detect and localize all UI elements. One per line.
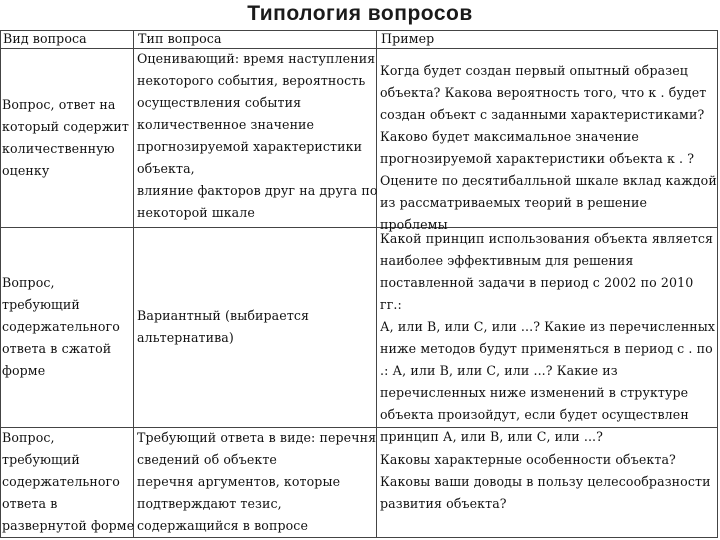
- header-type: Тип вопроса: [138, 31, 222, 46]
- row1-type: Оценивающий: время наступления некоторого события, вероятность осуществления события количественное значение прогнозируемой характеристики объекта, влияние факторов друг на друга по некоторой шкале: [137, 51, 378, 220]
- row3-type: Требующий ответа в виде: перечня сведений об объекте перечня аргументов, которые подтверждают тезис, содержащийся в вопросе: [137, 430, 377, 533]
- row1-kind: Вопрос, ответ на который содержит количественную оценку: [2, 97, 129, 178]
- row3-example: Каковы характерные особенности объекта? Каковы ваши доводы в пользу целесообразности развития объекта?: [380, 452, 711, 511]
- row2-kind: Вопрос, требующий содержательного ответа в сжатой форме: [2, 275, 120, 378]
- table-border-bottom: [0, 537, 718, 538]
- row2-example: Какой принцип использования объекта является наиболее эффективным для решения поставленной задачи в период с 2002 по 2010 гг.: А, или В, или С, или ...? Какие из перечисленных ниже методов будут применяться в период с . по .: А, или В, или С, или ...? Какие из перечисленных ниже изменений в структуре объекта произойдут, если будет осуществлен принцип А, или В, или С, или ...?: [380, 231, 716, 444]
- header-example: Пример: [381, 31, 435, 46]
- table-border-top: [0, 30, 718, 31]
- row2-type: Вариантный (выбирается альтернатива): [137, 308, 310, 345]
- row1-example: Когда будет создан первый опытный образец объекта? Какова вероятность того, что к . будет создан объект с заданными характеристиками? Каково будет максимальное значение прогнозируемой характеристики объекта к . ? Оцените по десятибалльной шкале вклад каждой из рассматриваемых теорий в решение проблемы: [380, 63, 717, 232]
- row3-kind: Вопрос, требующий содержательного ответа в развернутой форме: [2, 430, 135, 533]
- header-kind: Вид вопроса: [3, 31, 87, 46]
- typology-table: [0, 30, 718, 538]
- table-border-left: [0, 30, 1, 538]
- page-title: Типология вопросов: [247, 2, 473, 25]
